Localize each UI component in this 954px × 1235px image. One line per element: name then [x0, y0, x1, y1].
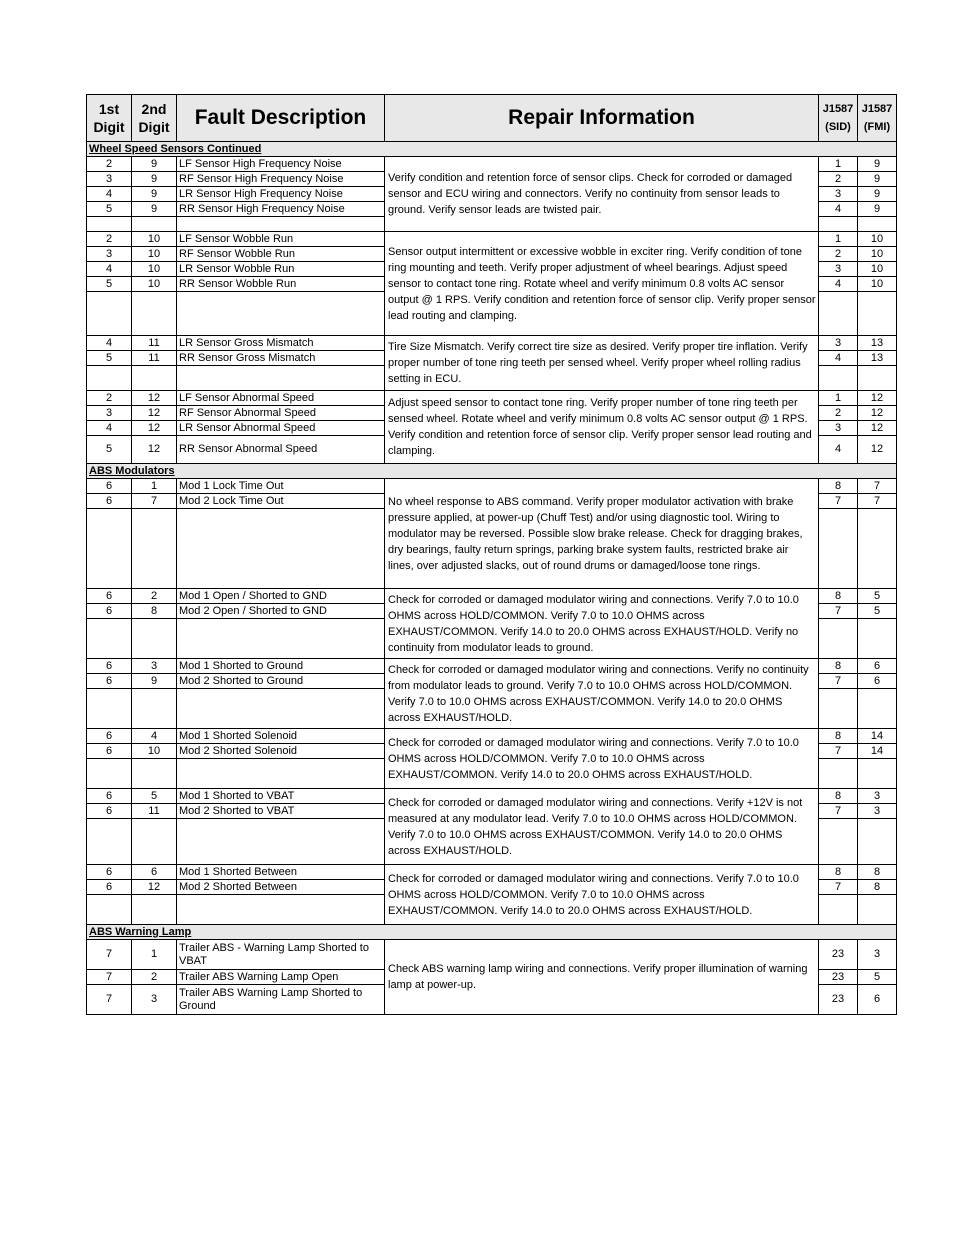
second-digit-cell: 3 [132, 985, 177, 1015]
fmi-cell: 9 [858, 202, 897, 217]
table-row [87, 479, 897, 494]
fmi-cell [858, 619, 897, 659]
second-digit-cell: 12 [132, 421, 177, 436]
fmi-cell: 12 [858, 436, 897, 464]
sid-cell: 4 [819, 351, 858, 366]
sid-cell [819, 366, 858, 391]
fmi-cell: 6 [858, 985, 897, 1015]
first-digit-cell: 2 [87, 391, 132, 406]
section-abs-warning-lamp: ABS Warning Lamp [87, 925, 897, 940]
first-digit-cell: 7 [87, 940, 132, 970]
first-digit-cell [87, 619, 132, 659]
header-second-digit: 2nd Digit [132, 95, 177, 142]
second-digit-cell [132, 759, 177, 789]
sid-cell: 1 [819, 391, 858, 406]
fmi-cell [858, 759, 897, 789]
first-digit-cell: 6 [87, 604, 132, 619]
fault-description-cell [177, 689, 385, 729]
repair-information-cell: Adjust speed sensor to contact tone ring. Verify proper number of tone ring teeth per sensed wheel. Rotate wheel and verify minimum 0.8 volts AC sensor output @ 1 RPS. Verify condition and retention force of sensor clip. Verify proper sensor lead routing and clamping. [385, 391, 819, 464]
fault-description-cell: LR Sensor Gross Mismatch [177, 336, 385, 351]
fault-description-cell: Mod 2 Shorted Solenoid [177, 744, 385, 759]
first-digit-cell: 4 [87, 421, 132, 436]
sid-cell: 8 [819, 589, 858, 604]
fmi-cell [858, 217, 897, 232]
first-digit-cell: 4 [87, 187, 132, 202]
header-fmi: J1587 (FMI) [858, 95, 897, 142]
fault-description-cell: RF Sensor High Frequency Noise [177, 172, 385, 187]
sid-cell [819, 217, 858, 232]
second-digit-cell: 12 [132, 406, 177, 421]
sid-cell: 7 [819, 604, 858, 619]
fmi-cell: 6 [858, 674, 897, 689]
first-digit-cell [87, 509, 132, 589]
table-row [87, 659, 897, 674]
header-first-digit: 1st Digit [87, 95, 132, 142]
repair-information-cell: Tire Size Mismatch. Verify correct tire size as desired. Verify proper tire inflation. Verify proper number of tone ring teeth per sensed wheel. Verify proper wheel rolling radius setting in ECU. [385, 336, 819, 391]
second-digit-cell: 5 [132, 789, 177, 804]
first-digit-cell [87, 819, 132, 865]
sid-cell: 7 [819, 880, 858, 895]
fault-description-cell [177, 895, 385, 925]
first-digit-cell [87, 895, 132, 925]
sid-cell: 7 [819, 744, 858, 759]
fault-description-cell: LR Sensor Abnormal Speed [177, 421, 385, 436]
second-digit-cell [132, 366, 177, 391]
second-digit-cell: 8 [132, 604, 177, 619]
fault-description-cell: Mod 1 Shorted Between [177, 865, 385, 880]
fault-description-cell: LF Sensor High Frequency Noise [177, 157, 385, 172]
second-digit-cell: 9 [132, 157, 177, 172]
fault-description-cell: RR Sensor High Frequency Noise [177, 202, 385, 217]
fmi-cell: 12 [858, 421, 897, 436]
sid-cell: 3 [819, 262, 858, 277]
first-digit-cell: 6 [87, 494, 132, 509]
first-digit-cell: 6 [87, 674, 132, 689]
fault-description-cell [177, 292, 385, 336]
second-digit-cell: 1 [132, 940, 177, 970]
sid-cell: 8 [819, 479, 858, 494]
first-digit-cell: 4 [87, 336, 132, 351]
table-row [87, 336, 897, 351]
sid-cell: 8 [819, 729, 858, 744]
sid-cell: 7 [819, 674, 858, 689]
second-digit-cell: 1 [132, 479, 177, 494]
second-digit-cell: 11 [132, 804, 177, 819]
second-digit-cell [132, 619, 177, 659]
fmi-cell: 5 [858, 604, 897, 619]
first-digit-cell: 3 [87, 247, 132, 262]
fault-description-cell: Mod 2 Shorted Between [177, 880, 385, 895]
first-digit-cell: 2 [87, 232, 132, 247]
sid-cell: 4 [819, 436, 858, 464]
second-digit-cell: 12 [132, 391, 177, 406]
first-digit-cell: 3 [87, 406, 132, 421]
second-digit-cell [132, 217, 177, 232]
sid-cell: 8 [819, 789, 858, 804]
fault-description-cell: Mod 1 Shorted Solenoid [177, 729, 385, 744]
fault-code-table [86, 94, 897, 1015]
first-digit-cell [87, 292, 132, 336]
sid-cell [819, 689, 858, 729]
sid-cell: 8 [819, 659, 858, 674]
fmi-cell: 12 [858, 391, 897, 406]
sid-cell: 1 [819, 157, 858, 172]
fmi-cell: 3 [858, 804, 897, 819]
header-row [87, 95, 897, 142]
fmi-cell: 13 [858, 336, 897, 351]
second-digit-cell: 9 [132, 202, 177, 217]
fault-description-cell: LF Sensor Wobble Run [177, 232, 385, 247]
fmi-cell: 5 [858, 589, 897, 604]
first-digit-cell [87, 217, 132, 232]
second-digit-cell: 10 [132, 232, 177, 247]
sid-cell: 23 [819, 940, 858, 970]
fault-description-cell: RR Sensor Gross Mismatch [177, 351, 385, 366]
first-digit-cell [87, 689, 132, 729]
sid-cell: 1 [819, 232, 858, 247]
second-digit-cell [132, 819, 177, 865]
fmi-cell: 8 [858, 865, 897, 880]
sid-cell: 23 [819, 985, 858, 1015]
section-row [87, 925, 897, 940]
second-digit-cell: 2 [132, 970, 177, 985]
header-fault-description: Fault Description [177, 95, 385, 142]
fault-description-cell: Mod 2 Open / Shorted to GND [177, 604, 385, 619]
fault-description-cell [177, 217, 385, 232]
second-digit-cell: 10 [132, 277, 177, 292]
fault-description-cell: Mod 1 Shorted to VBAT [177, 789, 385, 804]
first-digit-cell: 4 [87, 262, 132, 277]
fmi-cell: 7 [858, 479, 897, 494]
second-digit-cell: 12 [132, 436, 177, 464]
second-digit-cell [132, 292, 177, 336]
sid-cell: 2 [819, 406, 858, 421]
fmi-cell: 3 [858, 789, 897, 804]
first-digit-cell: 6 [87, 744, 132, 759]
fault-description-cell: Mod 2 Lock Time Out [177, 494, 385, 509]
first-digit-cell: 6 [87, 479, 132, 494]
table-row [87, 789, 897, 804]
fault-description-cell: Mod 2 Shorted to Ground [177, 674, 385, 689]
table-row [87, 865, 897, 880]
fault-description-cell [177, 366, 385, 391]
second-digit-cell [132, 895, 177, 925]
fmi-cell: 9 [858, 172, 897, 187]
fmi-cell [858, 509, 897, 589]
fault-description-cell: RR Sensor Wobble Run [177, 277, 385, 292]
fmi-cell: 9 [858, 157, 897, 172]
second-digit-cell: 7 [132, 494, 177, 509]
second-digit-cell: 3 [132, 659, 177, 674]
first-digit-cell: 7 [87, 970, 132, 985]
fmi-cell: 10 [858, 277, 897, 292]
second-digit-cell: 11 [132, 351, 177, 366]
second-digit-cell: 9 [132, 187, 177, 202]
second-digit-cell: 10 [132, 262, 177, 277]
fault-description-cell: Mod 1 Shorted to Ground [177, 659, 385, 674]
sid-cell [819, 759, 858, 789]
second-digit-cell: 10 [132, 744, 177, 759]
first-digit-cell: 6 [87, 865, 132, 880]
fmi-cell: 14 [858, 744, 897, 759]
fault-description-cell [177, 759, 385, 789]
second-digit-cell: 4 [132, 729, 177, 744]
table-row [87, 940, 897, 970]
header-repair-information: Repair Information [385, 95, 819, 142]
second-digit-cell: 2 [132, 589, 177, 604]
table-body [87, 142, 897, 1015]
fault-description-cell: Trailer ABS Warning Lamp Open [177, 970, 385, 985]
fault-description-cell [177, 819, 385, 865]
first-digit-cell: 6 [87, 729, 132, 744]
header-sid: J1587 (SID) [819, 95, 858, 142]
fmi-cell [858, 292, 897, 336]
sid-cell: 8 [819, 865, 858, 880]
repair-information-cell: Check for corroded or damaged modulator wiring and connections. Verify 7.0 to 10.0 OHMS across HOLD/COMMON. Verify 7.0 to 10.0 OHMS across EXHAUST/COMMON. Verify 14.0 to 20.0 OHMS across EXHAUST/HOLD. [385, 865, 819, 925]
first-digit-cell: 6 [87, 880, 132, 895]
fmi-cell: 5 [858, 970, 897, 985]
fault-description-cell: RF Sensor Abnormal Speed [177, 406, 385, 421]
sid-cell [819, 292, 858, 336]
fmi-cell [858, 366, 897, 391]
table-row [87, 232, 897, 247]
first-digit-cell: 2 [87, 157, 132, 172]
first-digit-cell: 6 [87, 659, 132, 674]
first-digit-cell [87, 759, 132, 789]
fmi-cell [858, 819, 897, 865]
fmi-cell [858, 689, 897, 729]
first-digit-cell: 5 [87, 277, 132, 292]
fmi-cell: 12 [858, 406, 897, 421]
fault-description-cell: LF Sensor Abnormal Speed [177, 391, 385, 406]
section-abs-modulators: ABS Modulators [87, 464, 897, 479]
fmi-cell: 10 [858, 247, 897, 262]
fmi-cell: 14 [858, 729, 897, 744]
table-row [87, 589, 897, 604]
repair-information-cell: No wheel response to ABS command. Verify proper modulator activation with brake pressure applied, at power-up (Chuff Test) and/or using diagnostic tool. Wiring to modulator may be reversed. Possible slow brake release. Check for dragging brakes, dry bearings, faulty return springs, parking brake system faults, restricted brake air lines, over adjusted slacks, out of round drums or damaged/loose tone rings. [385, 479, 819, 589]
fault-description-cell: Mod 1 Open / Shorted to GND [177, 589, 385, 604]
fault-description-cell: LR Sensor High Frequency Noise [177, 187, 385, 202]
second-digit-cell: 11 [132, 336, 177, 351]
repair-information-cell: Sensor output intermittent or excessive wobble in exciter ring. Verify condition of tone ring mounting and teeth. Verify proper adjustment of wheel bearings. Adjust speed sensor to contact tone ring. Rotate wheel and verify minimum 0.8 volts AC sensor output @ 1 RPS. Verify condition and retention force of sensor clip. Verify proper sensor lead routing and clamping. [385, 232, 819, 336]
sid-cell [819, 509, 858, 589]
fault-description-cell [177, 509, 385, 589]
sid-cell: 4 [819, 277, 858, 292]
second-digit-cell: 12 [132, 880, 177, 895]
fmi-cell: 8 [858, 880, 897, 895]
sid-cell: 7 [819, 804, 858, 819]
first-digit-cell: 5 [87, 436, 132, 464]
fault-description-cell [177, 619, 385, 659]
table-row [87, 729, 897, 744]
fmi-cell: 7 [858, 494, 897, 509]
sid-cell: 2 [819, 247, 858, 262]
section-wheel-speed: Wheel Speed Sensors Continued [87, 142, 897, 157]
sid-cell: 4 [819, 202, 858, 217]
second-digit-cell: 10 [132, 247, 177, 262]
repair-information-cell: Verify condition and retention force of sensor clips. Check for corroded or damaged sensor and ECU wiring and connectors. Verify no continuity from sensor leads to ground. Verify sensor leads are twisted pair. [385, 157, 819, 232]
fault-description-cell: LR Sensor Wobble Run [177, 262, 385, 277]
sid-cell: 2 [819, 172, 858, 187]
sid-cell [819, 819, 858, 865]
repair-information-cell: Check for corroded or damaged modulator wiring and connections. Verify 7.0 to 10.0 OHMS across HOLD/COMMON. Verify 7.0 to 10.0 OHMS across EXHAUST/COMMON. Verify 14.0 to 20.0 OHMS across EXHAUST/HOLD. Verify no continuity from modulator leads to ground. [385, 589, 819, 659]
second-digit-cell [132, 509, 177, 589]
fmi-cell: 6 [858, 659, 897, 674]
sid-cell: 7 [819, 494, 858, 509]
repair-information-cell: Check for corroded or damaged modulator wiring and connections. Verify +12V is not measured at any modulator lead. Verify 7.0 to 10.0 OHMS across HOLD/COMMON. Verify 7.0 to 10.0 OHMS across EXHAUST/COMMON. Verify 14.0 to 20.0 OHMS across EXHAUST/HOLD. [385, 789, 819, 865]
repair-information-cell: Check for corroded or damaged modulator wiring and connections. Verify no continuity from modulator leads to ground. Verify 7.0 to 10.0 OHMS across HOLD/COMMON. Verify 7.0 to 10.0 OHMS across EXHAUST/COMMON. Verify 14.0 to 20.0 OHMS across EXHAUST/HOLD. [385, 659, 819, 729]
fault-description-cell: Trailer ABS Warning Lamp Shorted to Ground [177, 985, 385, 1015]
first-digit-cell [87, 366, 132, 391]
fmi-cell [858, 895, 897, 925]
table-row [87, 157, 897, 172]
sid-cell: 3 [819, 421, 858, 436]
second-digit-cell: 9 [132, 172, 177, 187]
fault-description-cell: RR Sensor Abnormal Speed [177, 436, 385, 464]
section-row [87, 464, 897, 479]
sid-cell: 23 [819, 970, 858, 985]
sid-cell [819, 619, 858, 659]
fmi-cell: 3 [858, 940, 897, 970]
second-digit-cell [132, 689, 177, 729]
fault-description-cell: Mod 1 Lock Time Out [177, 479, 385, 494]
fault-description-cell: Mod 2 Shorted to VBAT [177, 804, 385, 819]
sid-cell: 3 [819, 187, 858, 202]
fmi-cell: 10 [858, 232, 897, 247]
second-digit-cell: 6 [132, 865, 177, 880]
fmi-cell: 10 [858, 262, 897, 277]
fault-description-cell: RF Sensor Wobble Run [177, 247, 385, 262]
fault-description-cell: Trailer ABS - Warning Lamp Shorted to VBAT [177, 940, 385, 970]
sid-cell: 3 [819, 336, 858, 351]
section-row [87, 142, 897, 157]
first-digit-cell: 7 [87, 985, 132, 1015]
second-digit-cell: 9 [132, 674, 177, 689]
sid-cell [819, 895, 858, 925]
repair-information-cell: Check ABS warning lamp wiring and connections. Verify proper illumination of warning lamp at power-up. [385, 940, 819, 1015]
first-digit-cell: 5 [87, 202, 132, 217]
repair-information-cell: Check for corroded or damaged modulator wiring and connections. Verify 7.0 to 10.0 OHMS across HOLD/COMMON. Verify 7.0 to 10.0 OHMS across EXHAUST/COMMON. Verify 14.0 to 20.0 OHMS across EXHAUST/HOLD. [385, 729, 819, 789]
fmi-cell: 13 [858, 351, 897, 366]
first-digit-cell: 3 [87, 172, 132, 187]
fmi-cell: 9 [858, 187, 897, 202]
first-digit-cell: 6 [87, 789, 132, 804]
table-row [87, 391, 897, 406]
first-digit-cell: 6 [87, 589, 132, 604]
first-digit-cell: 6 [87, 804, 132, 819]
first-digit-cell: 5 [87, 351, 132, 366]
